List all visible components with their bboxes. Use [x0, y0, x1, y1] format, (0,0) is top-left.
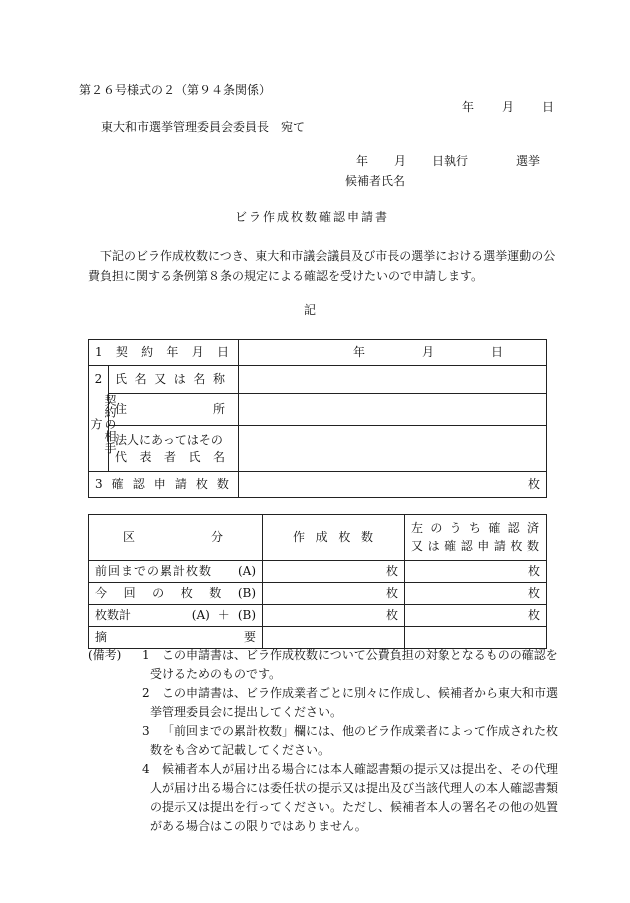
- row-this-sakusei: 枚: [263, 583, 405, 605]
- contract-table: [88, 339, 547, 498]
- header-kubun: 区 分: [89, 515, 263, 561]
- note-1-number: 1: [142, 648, 150, 662]
- note-2-line-2: 挙管理委員会に提出してください。: [150, 705, 343, 719]
- note-1-line-1: この申請書は、ビラ作成枚数について公費負担の対象となるものの確認を: [162, 648, 558, 662]
- name-label: 氏 名 又 は 名 称: [109, 366, 239, 394]
- name-value: [239, 366, 547, 394]
- row-prev-label: 前回までの累計枚数 (A): [89, 561, 263, 583]
- request-count-label: 3 確 認 申 請 枚 数: [89, 472, 239, 498]
- contract-date-value: 年 月 日: [239, 340, 547, 366]
- row-prev-sakusei: 枚: [263, 561, 405, 583]
- note-2-number: 2: [142, 686, 150, 700]
- party-section-label: 2 契約の相手方: [89, 366, 109, 472]
- submission-date: 年 月 日: [462, 100, 555, 114]
- row-total-kakunin: 枚: [405, 605, 547, 627]
- body-text-line-2: 費負担に関する条例第８条の規定による確認を受けたいので申請します。: [88, 269, 484, 283]
- note-3-line-2: 数をも含めて記載してください。: [150, 743, 331, 757]
- body-text-line-1: 下記のビラ作成枚数につき、東大和市議会議員及び市長の選挙における選挙運動の公: [100, 249, 556, 263]
- representative-label: 法人にあってはその 代 表 者 氏 名: [109, 426, 239, 472]
- note-2-line-1: この申請書は、ビラ作成業者ごとに別々に作成し、候補者から東大和市選: [162, 686, 559, 700]
- address-label: 住 所: [109, 394, 239, 426]
- note-1-line-2: 受けるためのものです。: [150, 667, 282, 681]
- notes-label: (備考): [88, 648, 122, 662]
- address-value: [239, 394, 547, 426]
- note-4-line-4: がある場合はこの限りではありません。: [150, 819, 367, 833]
- row-total-label: 枚数計 (A) ＋ (B): [89, 605, 263, 627]
- note-4-line-1: 候補者本人が届け出る場合には本人確認書類の提示又は提出を、その代理: [162, 762, 559, 776]
- row-this-kakunin: 枚: [405, 583, 547, 605]
- request-count-value: 枚: [239, 472, 547, 498]
- row-this-label: 今 回 の 枚 数 (B): [89, 583, 263, 605]
- header-sakusei: 作 成 枚 数: [263, 515, 405, 561]
- note-3-number: 3: [142, 724, 150, 738]
- header-kakunin: 左 の う ち 確 認 済 又 は 確 認 申 請 枚 数: [405, 515, 547, 561]
- row-prev-kakunin: 枚: [405, 561, 547, 583]
- row-remarks-label: 摘 要: [89, 627, 263, 649]
- row-total-sakusei: 枚: [263, 605, 405, 627]
- election-date: 年 月 日執行 選挙: [356, 154, 541, 168]
- note-3-line-1: 「前回までの累計枚数」欄には、他のビラ作成業者によって作成された枚: [162, 724, 559, 738]
- ki-heading: 記: [304, 303, 317, 317]
- note-4-number: 4: [142, 762, 150, 776]
- contract-date-label: 1 契 約 年 月 日: [89, 340, 239, 366]
- note-4-line-2: 人が届け出る場合には委任状の提示又は提出及び当該代理人の本人確認書類: [150, 781, 559, 795]
- representative-value: [239, 426, 547, 472]
- addressee: 東大和市選挙管理委員会委員長 宛て: [101, 120, 306, 134]
- note-4-line-3: の提示又は提出を行ってください。ただし、候補者本人の署名その他の処置: [150, 800, 559, 814]
- count-table: [88, 514, 547, 649]
- document-title: ビラ作成枚数確認申請書: [235, 210, 390, 224]
- form-number: 第２６号様式の２（第９４条関係）: [79, 83, 272, 97]
- candidate-name-label: 候補者氏名: [345, 174, 406, 188]
